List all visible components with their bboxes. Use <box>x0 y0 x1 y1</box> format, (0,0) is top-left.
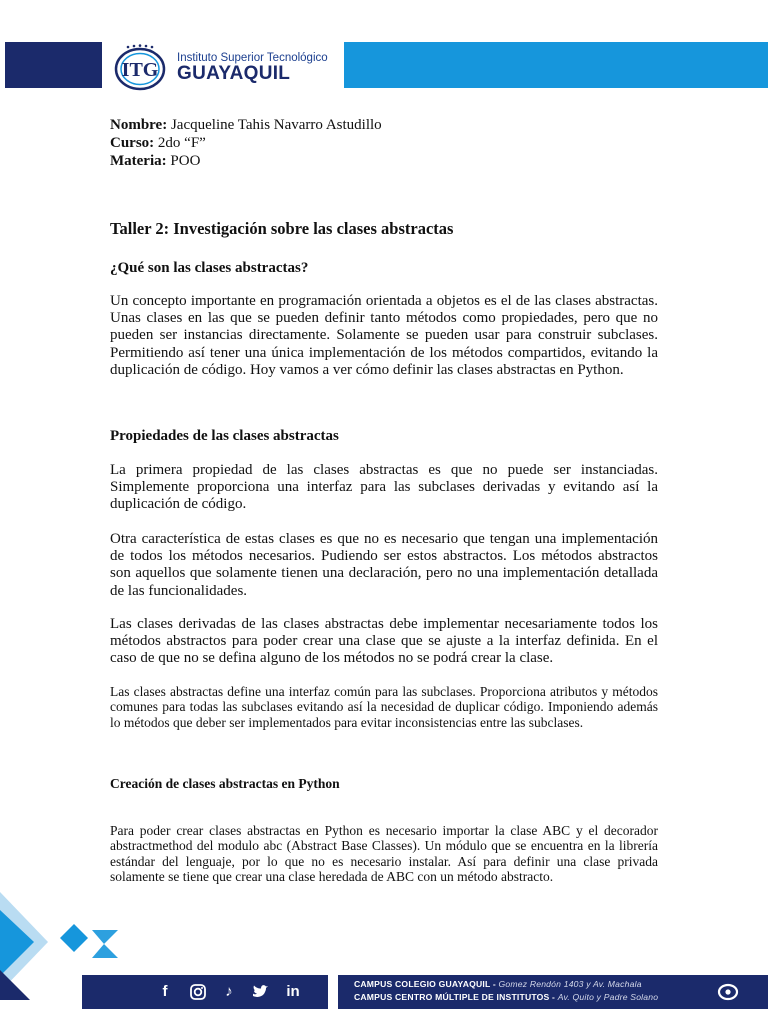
facebook-icon[interactable]: f <box>162 983 168 1000</box>
campus2-name: CAMPUS CENTRO MÚLTIPLE DE INSTITUTOS - <box>354 992 556 1002</box>
document-body <box>110 116 658 884</box>
section3-paragraph-1: Para poder crear clases abstractas en Python es necesario importar la clase ABC y el decorador abstractmethod del modulo abc (Abstract Base Classes). Un módulo que se encuentra en la librería estándar del lenguaje, por lo que no es necesario instalar. Así para definir una clase privada solamente se tiene que crear una clase heredada de ABC con un método abstracto. <box>110 823 658 884</box>
meta-curso <box>110 134 658 152</box>
tiktok-icon[interactable]: ♪ <box>225 983 233 1000</box>
header-bar-blue <box>300 42 768 88</box>
twitter-icon[interactable] <box>250 981 272 1003</box>
section2-paragraph-2: Otra característica de estas clases es que no es necesario que tengan una implementación de todos los métodos necesarios. Pudiendo ser estos abstractos. Los métodos abstractos son aquellos que solamente tienen una declaración, pero no una implementación detallada de las funcionalidades. <box>110 531 658 599</box>
nombre-label: Nombre: <box>110 117 168 133</box>
section2-heading: Propiedades de las clases abstractas <box>110 428 339 444</box>
section3-heading: Creación de clases abstractas en Python <box>110 776 340 791</box>
meta-materia <box>110 152 658 170</box>
campus-line-2 <box>354 992 658 1002</box>
campus1-name: CAMPUS COLEGIO GUAYAQUIL - <box>354 979 496 989</box>
document-title: Taller 2: Investigación sobre las clases abstractas <box>110 219 454 238</box>
section2-paragraph-1: La primera propiedad de las clases abstractas es que no puede ser instanciadas. Simplemente proporciona una interfaz para las subclases derivadas y evitando así la duplicación de código. <box>110 462 658 513</box>
logo-initials: ITG <box>121 59 159 81</box>
materia-label: Materia: <box>110 153 167 169</box>
linkedin-icon[interactable]: in <box>286 983 300 1000</box>
section1-heading: ¿Qué son las clases abstractas? <box>110 260 309 276</box>
section2-paragraph-4: Las clases abstractas define una interfaz común para las subclases. Proporciona atributos y métodos comunes para todas las subclases evitando así la necesidad de duplicar código. Imponiendo además lo métodos que deber ser implementados para evitar inconsistencias entre las subclases. <box>110 684 658 730</box>
curso-label: Curso: <box>110 135 155 151</box>
institution-subtitle: Instituto Superior Tecnológico <box>177 52 328 64</box>
section2-paragraph-3: Las clases derivadas de las clases abstractas debe implementar necesariamente todos los métodos abstractos para poder crear una clase que se ajuste a la interfaz definida. En el caso de que no se defina alguno de los métodos no se podrá crear la clase. <box>110 616 658 667</box>
campus-line-1 <box>354 979 642 989</box>
meta-nombre <box>110 116 658 134</box>
curso-value: 2do “F” <box>157 135 206 151</box>
instagram-icon[interactable] <box>187 981 209 1003</box>
institution-name: GUAYAQUIL <box>177 63 291 84</box>
campus2-address: Av. Quito y Padre Solano <box>557 992 659 1002</box>
campus1-address: Gomez Rendón 1403 y Av. Machala <box>498 979 642 989</box>
location-pin-icon[interactable] <box>716 981 740 1003</box>
nombre-value: Jacqueline Tahis Navarro Astudillo <box>170 117 382 133</box>
materia-value: POO <box>170 153 201 169</box>
institution-emblem-icon <box>108 42 172 92</box>
section1-paragraph-1: Un concepto importante en programación orientada a objetos es el de las clases abstractas. Unas clases en las que se pueden definir tanto métodos como propiedades, pero que no pueden ser instancias directamente. Solamente se pueden usar para construir subclases. Permitiendo así tener una única implementación de los métodos compartidos, evitando la duplicación de código. Hoy vamos a ver cómo definir las clases abstractas en Python. <box>110 293 658 378</box>
